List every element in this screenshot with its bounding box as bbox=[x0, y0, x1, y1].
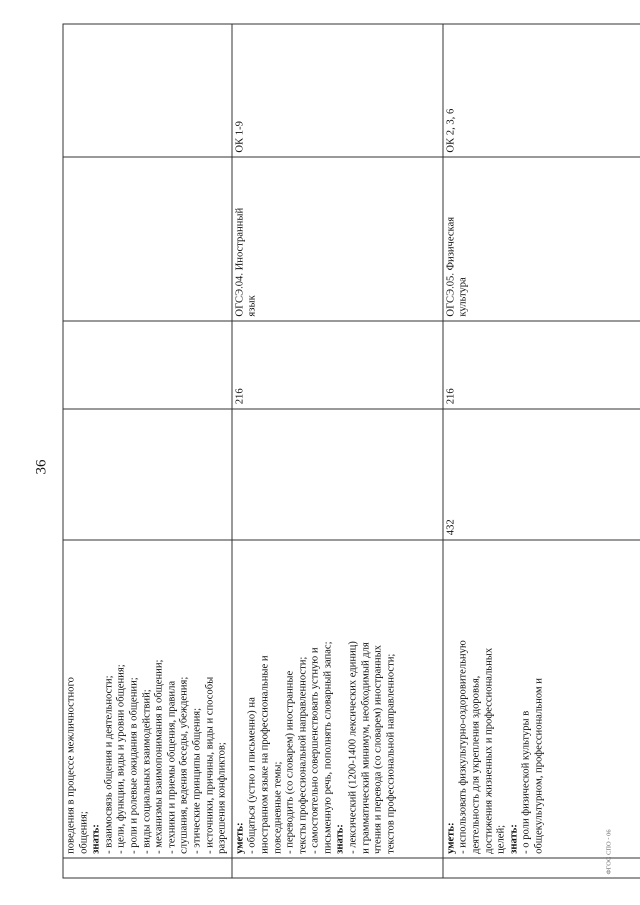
hours-cell: 216 bbox=[231, 321, 442, 409]
text-line: поведения в процессе межличностного bbox=[65, 677, 76, 854]
text-line: повседневные темы; bbox=[271, 761, 283, 854]
discipline-name: ОГСЭ.05. Физическая bbox=[444, 216, 456, 317]
text-line: - источники, причины, виды и способы bbox=[203, 676, 215, 854]
index-cell bbox=[231, 858, 442, 878]
content-cell bbox=[63, 540, 232, 859]
discipline-cell bbox=[231, 157, 442, 321]
text-line: текстов профессиональной направленности; bbox=[384, 653, 396, 854]
footer-mark: ФГОС СПО - 06 bbox=[605, 829, 612, 875]
text-line: письменную речь, пополнять словарный запас; bbox=[321, 641, 333, 854]
table-row bbox=[442, 24, 640, 878]
text-line: - общаться (устно и письменно) на bbox=[246, 697, 258, 854]
page-number: 36 bbox=[33, 459, 49, 475]
know-label: знать: bbox=[507, 824, 519, 854]
text-line: - цели, функции, виды и уровни общения; bbox=[115, 664, 127, 854]
text-line: слушания, ведения беседы, убеждения; bbox=[178, 676, 190, 854]
text-line: - о роли физической культуры в bbox=[520, 710, 532, 854]
content-cell bbox=[231, 540, 442, 859]
text-line: - роли и ролевые ожидания в общении; bbox=[127, 677, 139, 854]
discipline-name: язык bbox=[246, 295, 258, 317]
text-line: - этические принципы общения; bbox=[190, 707, 202, 854]
discipline-cell bbox=[442, 157, 640, 321]
text-line: достижения жизненных и профессиональных bbox=[482, 647, 494, 854]
text-line: чтения и перевода (со словарем) иностранных bbox=[372, 645, 384, 854]
skill-label: уметь: bbox=[233, 822, 245, 854]
text-line: - переводить (со словарем) иностранные bbox=[284, 670, 296, 854]
discipline-cell bbox=[63, 157, 232, 321]
table-row bbox=[231, 24, 442, 878]
text-line: целей; bbox=[495, 824, 507, 854]
know-label: знать: bbox=[334, 824, 346, 854]
content-cell bbox=[442, 540, 640, 859]
table-row bbox=[63, 24, 232, 878]
text-line: общения; bbox=[77, 811, 89, 854]
text-line: - механизмы взаимопонимания в общении; bbox=[153, 659, 165, 854]
competencies-cell: ОК 2, 3, 6 bbox=[442, 24, 640, 157]
text-line: - использовать физкультурно-оздоровительную bbox=[457, 640, 469, 854]
index-cell bbox=[63, 858, 232, 878]
curriculum-table bbox=[62, 24, 640, 879]
text-line: - виды социальных взаимодействий; bbox=[140, 689, 152, 854]
text-line: и грамматический минимум, необходимый для bbox=[359, 642, 371, 854]
discipline-name: ОГСЭ.04. Иностранный bbox=[233, 207, 245, 317]
competencies-cell bbox=[63, 24, 232, 157]
total-hours-cell bbox=[63, 409, 232, 540]
know-label: знать: bbox=[90, 824, 102, 854]
text-line: иностранном языке на профессиональные и bbox=[258, 655, 270, 854]
text-line: - техники и приемы общения, правила bbox=[165, 680, 177, 854]
text-line: - взаимосвязь общения и деятельности; bbox=[102, 675, 114, 854]
discipline-name: культура bbox=[457, 277, 469, 317]
rotated-page bbox=[25, 20, 615, 885]
hours-cell: 216 bbox=[442, 321, 640, 409]
text-line: деятельность для укрепления здоровья, bbox=[469, 675, 481, 854]
competencies-cell: ОК 1-9 bbox=[231, 24, 442, 157]
text-line: - самостоятельно совершенствовать устную и bbox=[309, 647, 321, 854]
text-line: разрешения конфликтов; bbox=[216, 742, 228, 854]
skill-label: уметь: bbox=[444, 822, 456, 854]
text-line: тексты профессиональной направленности; bbox=[296, 656, 308, 854]
text-line: - лексический (1200-1400 лексических единиц) bbox=[347, 641, 359, 854]
hours-cell bbox=[63, 321, 232, 409]
total-hours-cell bbox=[231, 409, 442, 540]
text-line: общекультурном, профессиональном и bbox=[532, 678, 544, 854]
total-hours-cell: 432 bbox=[442, 409, 640, 540]
